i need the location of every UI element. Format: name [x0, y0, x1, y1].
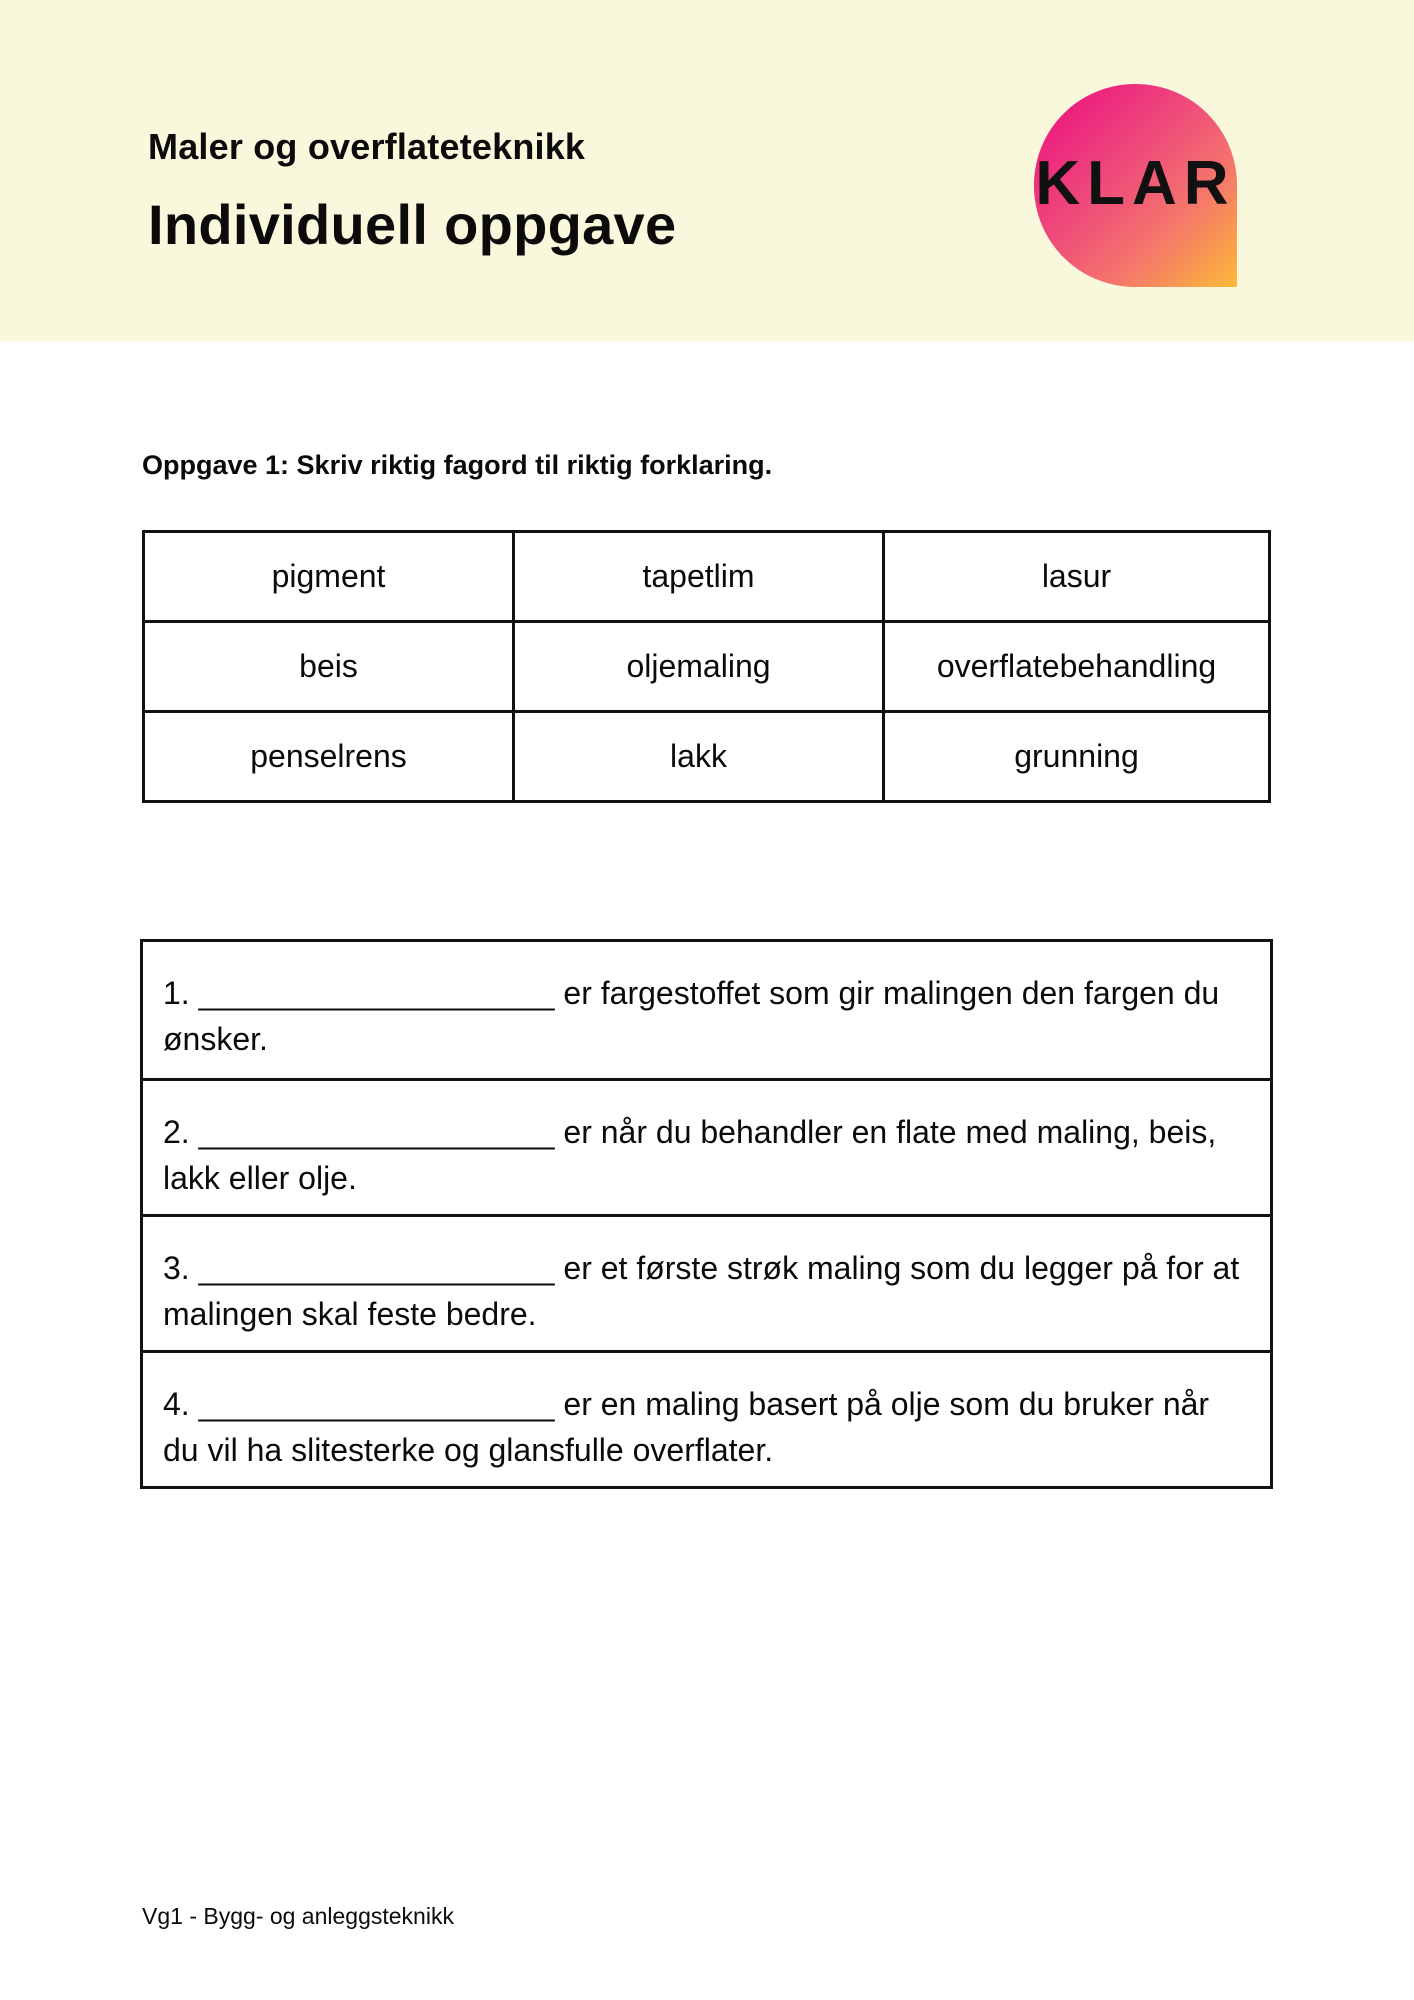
klar-logo	[1034, 84, 1237, 287]
word-bank-cell: pigment	[144, 532, 514, 622]
page-title: Individuell oppgave	[148, 193, 677, 256]
definition-row-4[interactable]: 4. ____________________ er en maling basert på olje som du bruker når du vil ha slitesterke og glansfulle overflater.	[143, 1350, 1270, 1486]
word-bank-row	[144, 622, 1270, 712]
definition-row-2[interactable]: 2. ____________________ er når du behandler en flate med maling, beis, lakk eller olje.	[143, 1078, 1270, 1214]
word-bank-cell: grunning	[884, 712, 1270, 802]
header-banner	[0, 0, 1414, 341]
definitions-table	[140, 939, 1273, 1489]
word-bank-cell: lakk	[514, 712, 884, 802]
definition-row-1[interactable]: 1. ____________________ er fargestoffet som gir malingen den fargen du ønsker.	[163, 975, 1220, 1057]
word-bank-cell: beis	[144, 622, 514, 712]
word-bank-row	[144, 532, 1270, 622]
logo-text: KLAR	[1035, 149, 1236, 218]
word-bank-row	[144, 712, 1270, 802]
footer-text: Vg1 - Bygg- og anleggsteknikk	[142, 1903, 454, 1929]
subject-title: Maler og overflateteknikk	[148, 126, 586, 167]
word-bank-cell: overflatebehandling	[884, 622, 1270, 712]
word-bank-table	[142, 530, 1271, 803]
word-bank-cell: lasur	[884, 532, 1270, 622]
word-bank-cell: penselrens	[144, 712, 514, 802]
word-bank-cell: tapetlim	[514, 532, 884, 622]
word-bank-cell: oljemaling	[514, 622, 884, 712]
task-1-heading: Oppgave 1: Skriv riktig fagord til riktig forklaring.	[142, 450, 773, 480]
definition-row-3[interactable]: 3. ____________________ er et første strøk maling som du legger på for at malingen skal feste bedre.	[143, 1214, 1270, 1350]
